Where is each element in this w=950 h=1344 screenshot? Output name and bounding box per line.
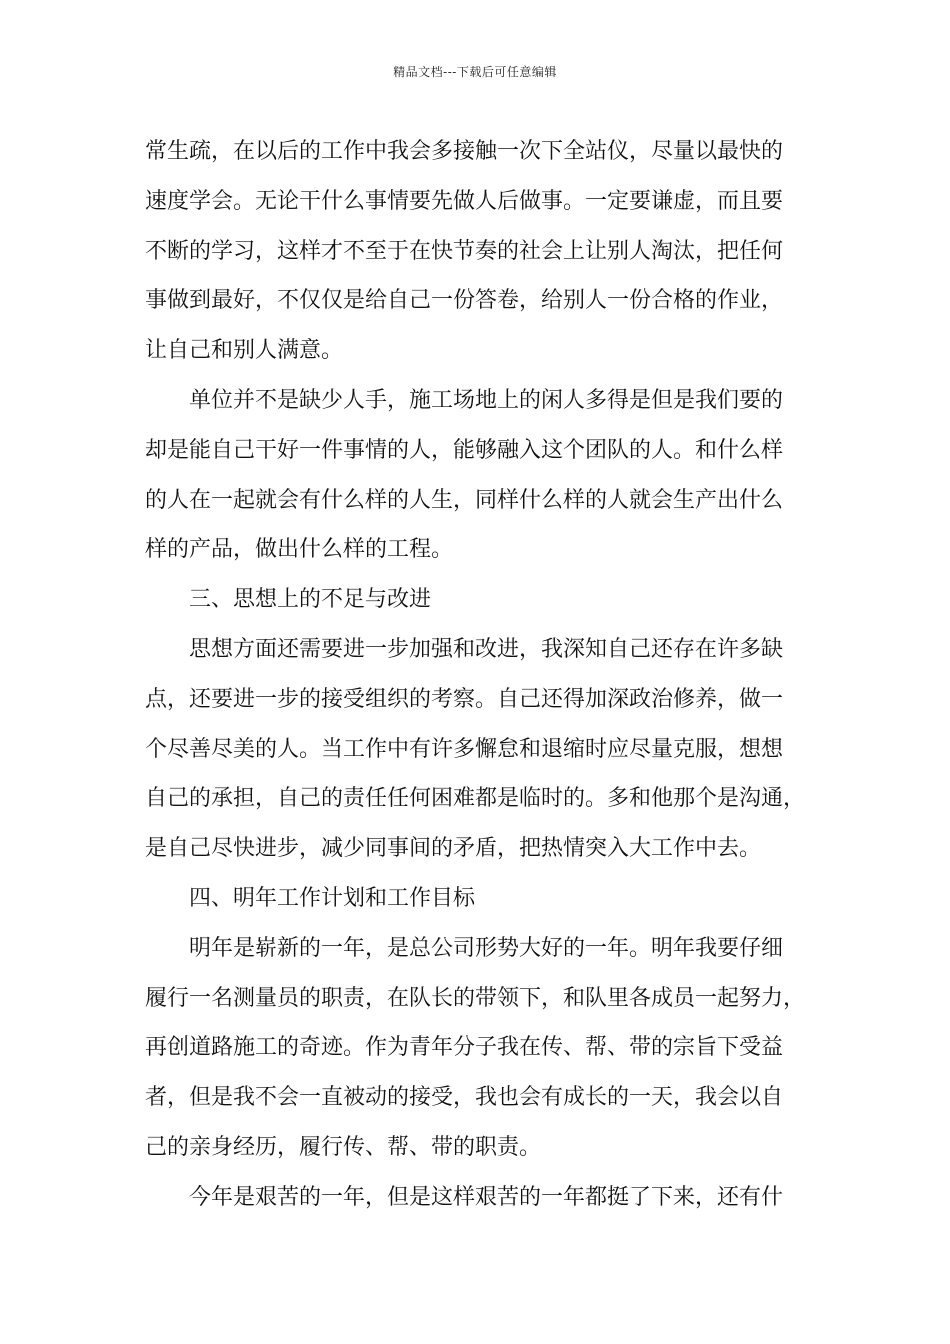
text-line: 点，还要进一步的接受组织的考察。自己还得加深政治修养，做一 [145, 686, 784, 712]
paragraph-first-line: 明年是崭新的一年，是总公司形势大好的一年。明年我要仔细 [189, 935, 784, 961]
paragraph-first-line: 四、明年工作计划和工作目标 [189, 885, 476, 911]
document-body [145, 127, 810, 1223]
text-line: 的人在一起就会有什么样的人生，同样什么样的人就会生产出什么 [145, 487, 784, 513]
text-line: 常生疏，在以后的工作中我会多接触一次下全站仪，尽量以最快的 [145, 139, 784, 164]
text-line: 者，但是我不会一直被动的接受，我也会有成长的一天，我会以自 [145, 1085, 784, 1111]
page-header: 精品文档---下载后可任意编辑 [393, 65, 557, 79]
paragraph-first-line: 三、思想上的不足与改进 [189, 587, 432, 613]
text-line: 让自己和别人满意。 [145, 338, 344, 364]
text-line: 自己的承担，自己的责任任何困难都是临时的。多和他那个是沟通， [145, 786, 806, 812]
text-line: 事做到最好，不仅仅是给自己一份答卷，给别人一份合格的作业， [145, 288, 784, 314]
text-line: 不断的学习，这样才不至于在快节奏的社会上让别人淘汰，把任何 [145, 238, 784, 264]
text-line: 是自己尽快进步，减少同事间的矛盾，把热情突入大工作中去。 [145, 836, 762, 862]
text-line: 却是能自己干好一件事情的人，能够融入这个团队的人。和什么样 [145, 437, 784, 463]
text-line: 履行一名测量员的职责，在队长的带领下，和队里各成员一起努力， [145, 985, 806, 1011]
text-line: 速度学会。无论干什么事情要先做人后做事。一定要谦虚，而且要 [145, 188, 784, 214]
text-line: 再创道路施工的奇迹。作为青年分子我在传、帮、带的宗旨下受益 [145, 1035, 784, 1061]
text-line: 个尽善尽美的人。当工作中有许多懈怠和退缩时应尽量克服，想想 [145, 736, 784, 762]
text-line: 己的亲身经历，履行传、帮、带的职责。 [145, 1134, 542, 1160]
paragraph-first-line: 今年是艰苦的一年，但是这样艰苦的一年都挺了下来，还有什 [189, 1184, 784, 1210]
text-line: 样的产品，做出什么样的工程。 [145, 537, 454, 563]
paragraph-first-line: 思想方面还需要进一步加强和改进，我深知自己还存在许多缺 [189, 636, 784, 662]
paragraph-first-line: 单位并不是缺少人手，施工场地上的闲人多得是但是我们要的 [189, 387, 784, 413]
